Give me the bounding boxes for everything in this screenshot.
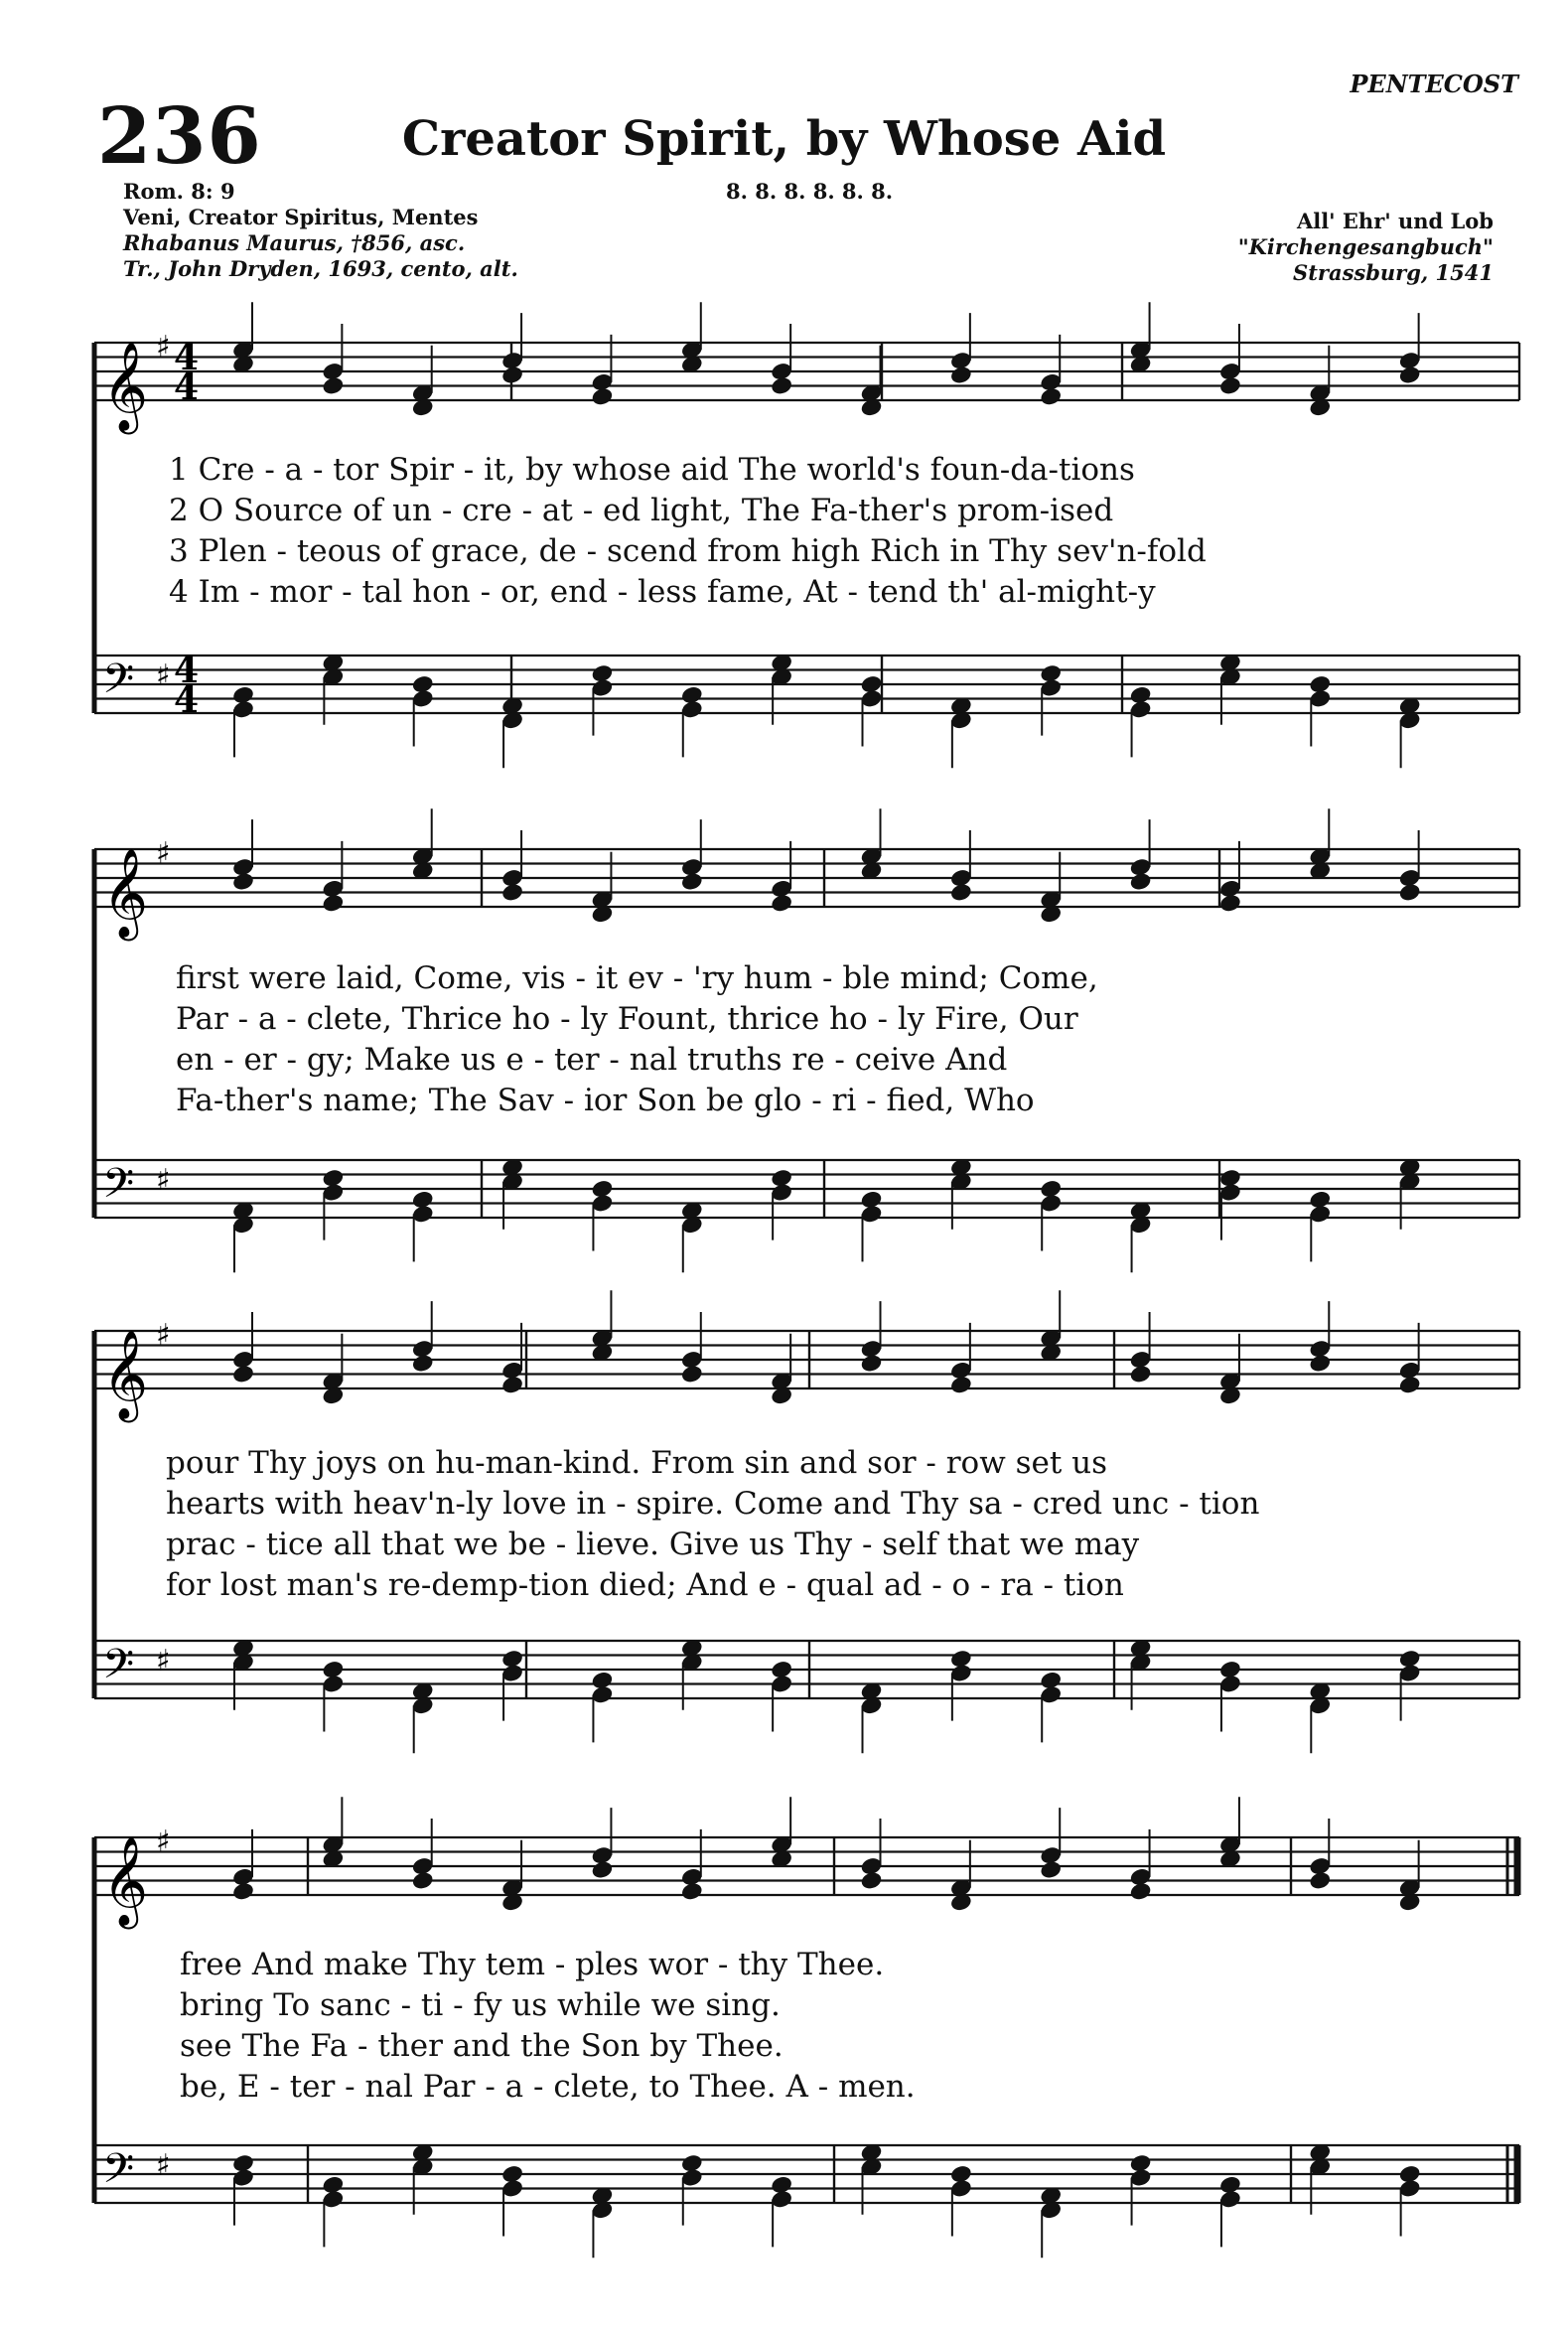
svg-text:4: 4 (174, 679, 200, 721)
svg-text:♯: ♯ (156, 836, 171, 871)
svg-text:4: 4 (174, 650, 200, 691)
svg-text:𝄞: 𝄞 (102, 848, 149, 938)
svg-text:𝄞: 𝄞 (102, 1836, 149, 1926)
lyric-line: en - er - gy; Make us e - ter - nal truths re - ceive And (176, 1042, 1008, 1078)
tune-source: "Kirchengesangbuch" (1237, 234, 1494, 259)
hymn-title: Creator Spirit, by Whose Aid (401, 111, 1167, 167)
lyric-line: be, E - ter - nal Par - a - clete, to Thee. A - men. (180, 2069, 916, 2105)
tune-place: Strassburg, 1541 (1293, 260, 1494, 285)
svg-text:𝄢: 𝄢 (102, 2144, 135, 2203)
lyric-line: free And make Thy tem - ples wor - thy Thee. (180, 1947, 885, 1982)
svg-text:𝄞: 𝄞 (102, 1330, 149, 1419)
svg-text:♯: ♯ (156, 658, 171, 693)
svg-text:4: 4 (174, 366, 200, 408)
section-label: PENTECOST (1350, 70, 1518, 98)
svg-text:𝄢: 𝄢 (102, 655, 135, 713)
lyric-line: for lost man's re-demp-tion died; And e - qual ad - o - ra - tion (166, 1567, 1124, 1603)
svg-text:𝄢: 𝄢 (102, 1159, 135, 1218)
lyric-line: 2 O Source of un - cre - at - ed light, The Fa-ther's prom-ised (169, 493, 1114, 528)
svg-text:4: 4 (174, 337, 200, 378)
svg-text:♯: ♯ (156, 330, 171, 365)
meter: 8. 8. 8. 8. 8. 8. (726, 179, 894, 204)
lyric-line: 3 Plen - teous of grace, de - scend from high Rich in Thy sev'n-fold (169, 533, 1207, 569)
hymn-number: 236 (97, 91, 262, 182)
author: Rhabanus Maurus, †856, asc. (123, 230, 466, 255)
lyric-line: bring To sanc - ti - fy us while we sing. (180, 1987, 781, 2023)
svg-text:♯: ♯ (156, 1163, 171, 1198)
svg-text:𝄞: 𝄞 (102, 342, 149, 431)
svg-text:♯: ♯ (156, 1824, 171, 1859)
lyric-line: Par - a - clete, Thrice ho - ly Fount, thrice ho - ly Fire, Our (176, 1001, 1078, 1037)
lyric-line: pour Thy joys on hu-man-kind. From sin and sor - row set us (166, 1445, 1108, 1481)
svg-text:♯: ♯ (156, 1318, 171, 1353)
lyric-line: 4 Im - mor - tal hon - or, end - less fame, At - tend th' al-might-y (169, 574, 1156, 610)
lyric-line: hearts with heav'n-ly love in - spire. Come and Thy sa - cred unc - tion (166, 1486, 1260, 1522)
latin-source: Veni, Creator Spiritus, Mentes (123, 205, 479, 229)
translator: Tr., John Dryden, 1693, cento, alt. (123, 256, 518, 281)
lyric-line: prac - tice all that we be - lieve. Give us Thy - self that we may (166, 1527, 1140, 1562)
lyric-line: first were laid, Come, vis - it ev - 'ry hum - ble mind; Come, (176, 960, 1098, 996)
svg-text:𝄢: 𝄢 (102, 1640, 135, 1698)
lyric-line: Fa-ther's name; The Sav - ior Son be glo - ri - fied, Who (176, 1083, 1035, 1118)
tune-name: All' Ehr' und Lob (1296, 209, 1494, 233)
scripture-ref: Rom. 8: 9 (123, 179, 235, 204)
svg-text:♯: ♯ (156, 1644, 171, 1678)
svg-text:♯: ♯ (156, 2148, 171, 2183)
lyric-line: see The Fa - ther and the Son by Thee. (180, 2028, 784, 2064)
lyric-line: 1 Cre - a - tor Spir - it, by whose aid The world's foun-da-tions (169, 452, 1135, 488)
